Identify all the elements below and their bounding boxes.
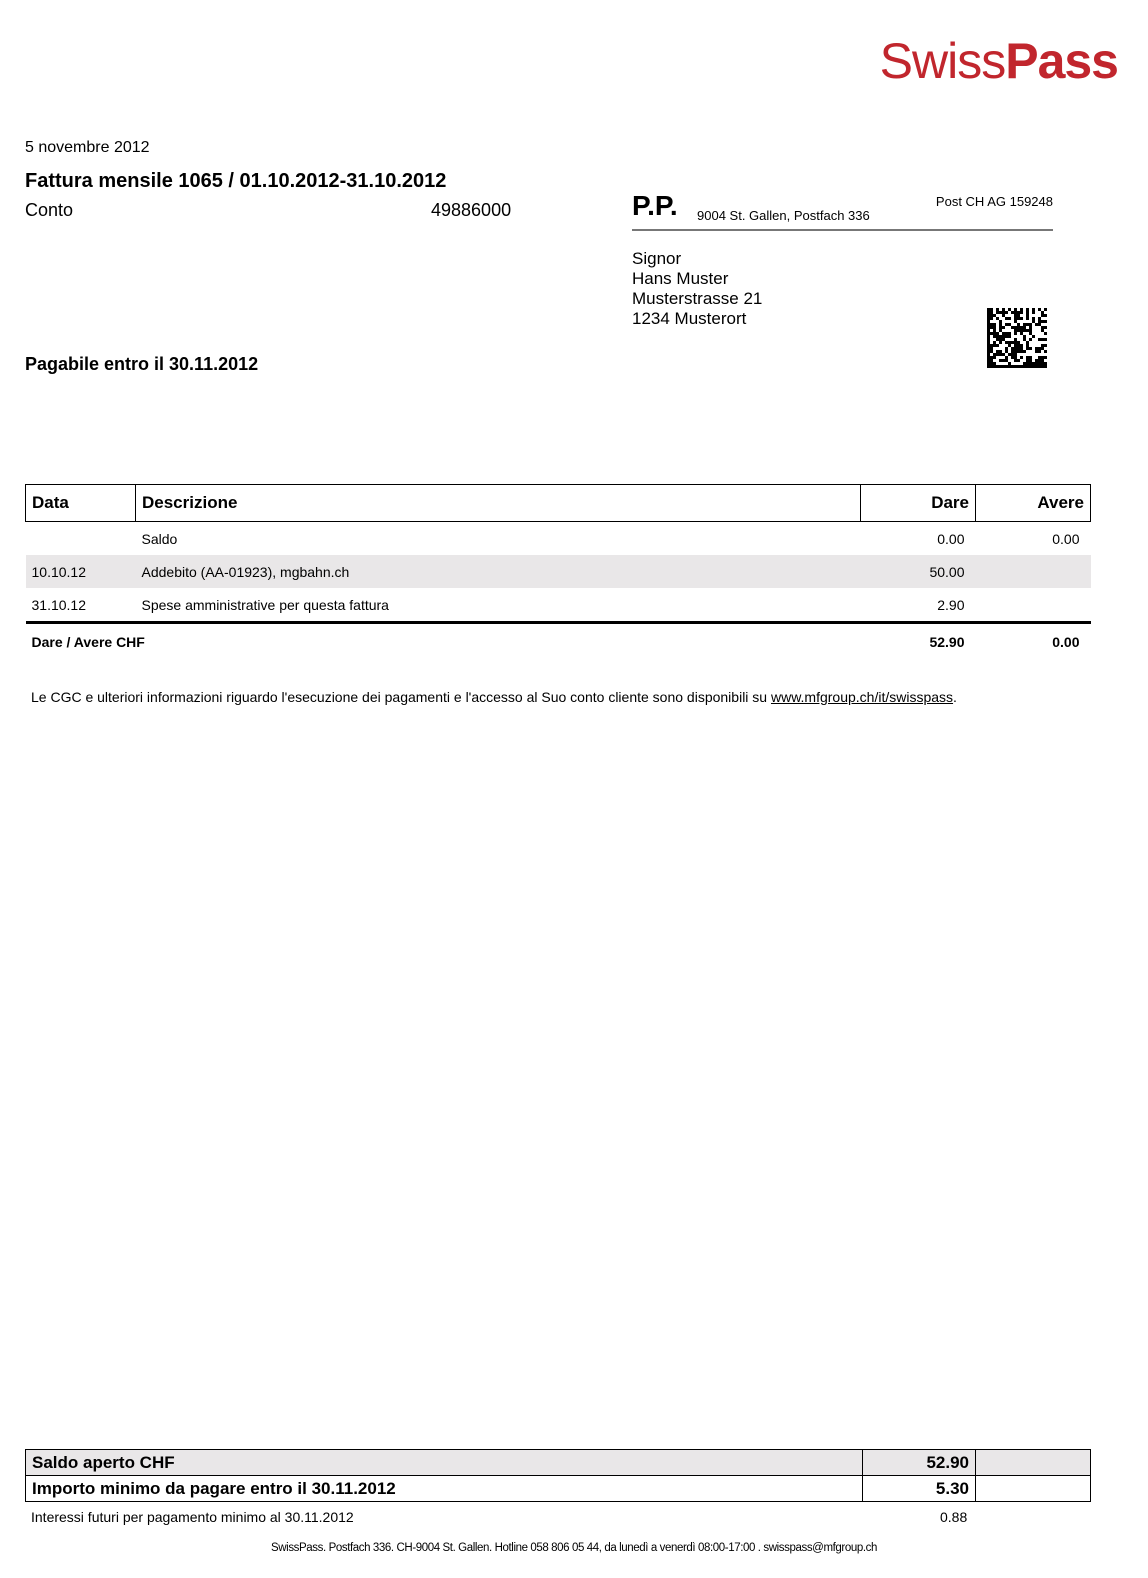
row-debit: 0.00: [937, 530, 965, 547]
header-credit: Avere: [976, 485, 1091, 522]
recipient-line: Signor: [632, 249, 682, 268]
row-description: Saldo: [141, 530, 178, 547]
transactions-table: [25, 484, 1091, 660]
invoice-date: 5 novembre 2012: [25, 139, 150, 156]
row-debit: 2.90: [937, 596, 965, 613]
info-note: [31, 689, 957, 705]
account-label: Conto: [25, 200, 74, 220]
open-balance-label: Saldo aperto CHF: [26, 1450, 863, 1476]
account-number: 49886000: [431, 200, 512, 220]
row-date: 10.10.12: [26, 555, 136, 588]
row-date: 31.10.12: [31, 596, 86, 613]
header-debit: Dare: [861, 485, 976, 522]
total-debit: 52.90: [861, 623, 976, 661]
total-credit: 0.00: [976, 623, 1091, 661]
minimum-payment-label: Importo minimo da pagare entro il 30.11.2012: [26, 1476, 863, 1502]
row-description: Addebito (AA-01923), mgbahn.ch: [136, 555, 861, 588]
table-row: [26, 555, 1091, 588]
row-credit: [976, 588, 1091, 623]
row-credit: [976, 555, 1091, 588]
interest-value: 0.88: [940, 1509, 968, 1525]
swisspass-logo: [879, 33, 1118, 89]
table-row: [26, 588, 1091, 623]
sender-address: 9004 St. Gallen, Postfach 336: [697, 208, 870, 223]
header-date: Data: [26, 485, 136, 522]
info-suffix: .: [953, 689, 957, 705]
table-total-row: [26, 623, 1091, 661]
recipient-address: [632, 249, 762, 329]
post-id: Post CH AG 159248: [935, 194, 1053, 209]
row-credit: 0.00: [1052, 530, 1080, 547]
row-debit: 50.00: [861, 555, 976, 588]
logo-part-light: Swiss: [879, 33, 1006, 89]
interest-label: Interessi futuri per pagamento minimo al 30.11.2012: [31, 1509, 354, 1525]
minimum-payment-row: [26, 1476, 1091, 1502]
recipient-line: Musterstrasse 21: [632, 289, 763, 308]
postage-block: [632, 192, 1053, 231]
info-text: Le CGC e ulteriori informazioni riguardo l'esecuzione dei pagamenti e l'accesso al Suo conto cliente sono disponibili su: [31, 689, 771, 705]
info-link[interactable]: www.mfgroup.ch/it/swisspass: [770, 689, 954, 705]
minimum-payment-value: 5.30: [863, 1476, 976, 1502]
header-description: Descrizione: [136, 485, 861, 522]
pp-mark: P.P.: [632, 190, 678, 221]
payable-by: Pagabile entro il 30.11.2012: [25, 354, 259, 374]
open-balance-value: 52.90: [863, 1450, 976, 1476]
minimum-payment-blank: [976, 1476, 1091, 1502]
total-label: Dare / Avere CHF: [26, 623, 861, 661]
open-balance-blank: [976, 1450, 1091, 1476]
logo-part-bold: Pass: [1005, 33, 1118, 89]
footer-contact: SwissPass. Postfach 336. CH-9004 St. Gallen. Hotline 058 806 05 44, da lunedì a venerdì 08:00-17:00 . swisspass@mfgroup.ch: [271, 1542, 877, 1554]
recipient-line: 1234 Musterort: [632, 309, 747, 328]
table-header-row: [26, 485, 1091, 522]
datamatrix-barcode-icon: [987, 308, 1047, 368]
row-date: [26, 522, 136, 556]
recipient-line: Hans Muster: [632, 269, 729, 288]
row-description: Spese amministrative per questa fattura: [141, 596, 389, 613]
summary-table: [25, 1449, 1091, 1502]
invoice-title: Fattura mensile 1065 / 01.10.2012-31.10.2012: [25, 170, 447, 192]
open-balance-row: [26, 1450, 1091, 1476]
table-row: [26, 522, 1091, 556]
